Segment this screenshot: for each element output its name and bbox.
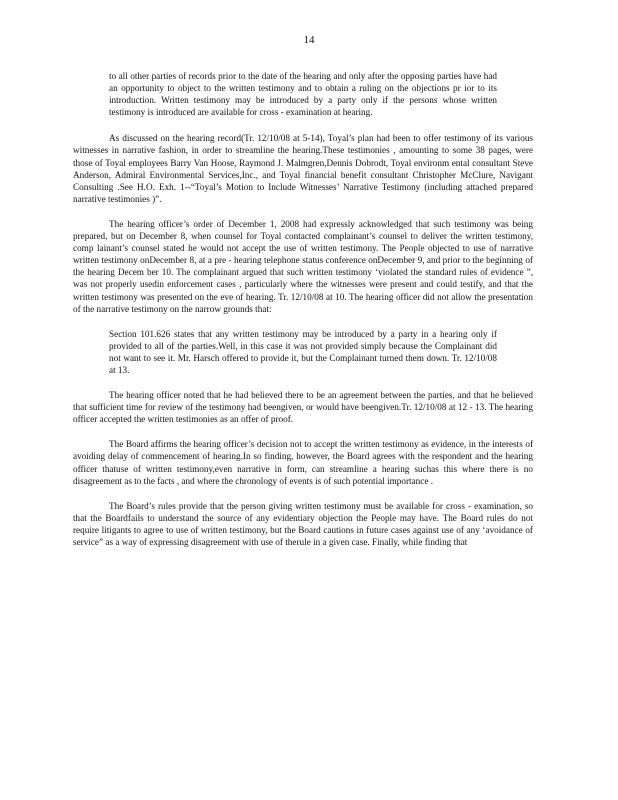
body-paragraph: The Board affirms the hearing officer’s decision not to accept the written testimony as evidence, in the interests of avoiding delay of commencement of hearing.In so finding, however, the Board agrees with the respondent and the hearing officer thatuse of written testimony,even narrative in form, can streamline a hearing suchas this where there is no disagreement as to the facts , and where the chronology of events is of such potential importance . [73,439,533,486]
document-body [73,70,533,548]
body-paragraph: As discussed on the hearing record(Tr. 12/10/08 at 5-14), Toyal’s plan had been to offer testimony of its various witnesses in narrative fashion, in order to streamline the hearing.These testimonies , amounting to some 38 pages, were those of Toyal employees Barry Van Hoose, Raymond J. Malmgren,Dennis Dobrodt, Toyal environm ental consultant Steve Anderson, Admiral Environmental Services,Inc., and Toyal financial benefit consultant Christopher McClure, Navigant Consulting .See H.O. Exh. 1--“Toyal’s Motion to Include Witnesses’ Narrative Testimony (including attached prepared narrative testimonies )”. [73,133,533,204]
quoted-rule-paragraph: to all other parties of records prior to the date of the hearing and only after the opposing parties have had an opportunity to object to the written testimony and to obtain a ruling on the objections pr ior to its introduction. Written testimony may be introduced by a party only if the persons whose written testimony is introduced are available for cross - examination at hearing. [109,71,497,118]
body-paragraph: The hearing officer noted that he had believed there to be an agreement between the parties, and that he believed that sufficient time for review of the testimony had beengiven, or would have beengiven.Tr. 12/10/08 at 12 - 13. The hearing officer accepted the written testimonies as an offer of proof. [73,390,533,425]
body-paragraph: The hearing officer’s order of December 1, 2008 had expressly acknowledged that such testimony was being prepared, but on December 8, when counsel for Toyal contacted complainant’s counsel to deliver the written testimony, comp lainant’s counsel stated he would not accept the use of written testimony. The People objected to use of narrative written testimony onDecember 8, at a pre - hearing telephone status conference onDecember 9, and prior to the beginning of the hearing Decem ber 10. The complainant argued that such written testimony ‘violated the standard rules of evidence ”, was not properly usedin enforcement cases , particularly where the witnesses were present and could testify, and that the written testimony was presented on the eve of hearing. Tr. 12/10/08 at 10. The hearing officer did not allow the presentation of the narrative testimony on the narrow grounds that: [73,218,533,314]
page-number: 14 [303,34,315,46]
body-paragraph: The Board’s rules provide that the person giving written testimony must be available for cross - examination, so that the Boardfails to understand the source of any evidentiary objection the People may have. The Board rules do not require litigants to agree to use of written testimony, but the Board cautions in future cases against use of any ‘avoidance of service” as a way of expressing disagreement with use of therule in a given case. Finally, while finding that [73,500,533,547]
block-quote-paragraph: Section 101.626 states that any written testimony may be introduced by a party in a hearing only if provided to all of the parties.Well, in this case it was not provided simply because the Complainant did not want to see it. Mr. Harsch offered to provide it, but the Complainant turned them down. Tr. 12/10/08 at 13. [109,328,497,375]
